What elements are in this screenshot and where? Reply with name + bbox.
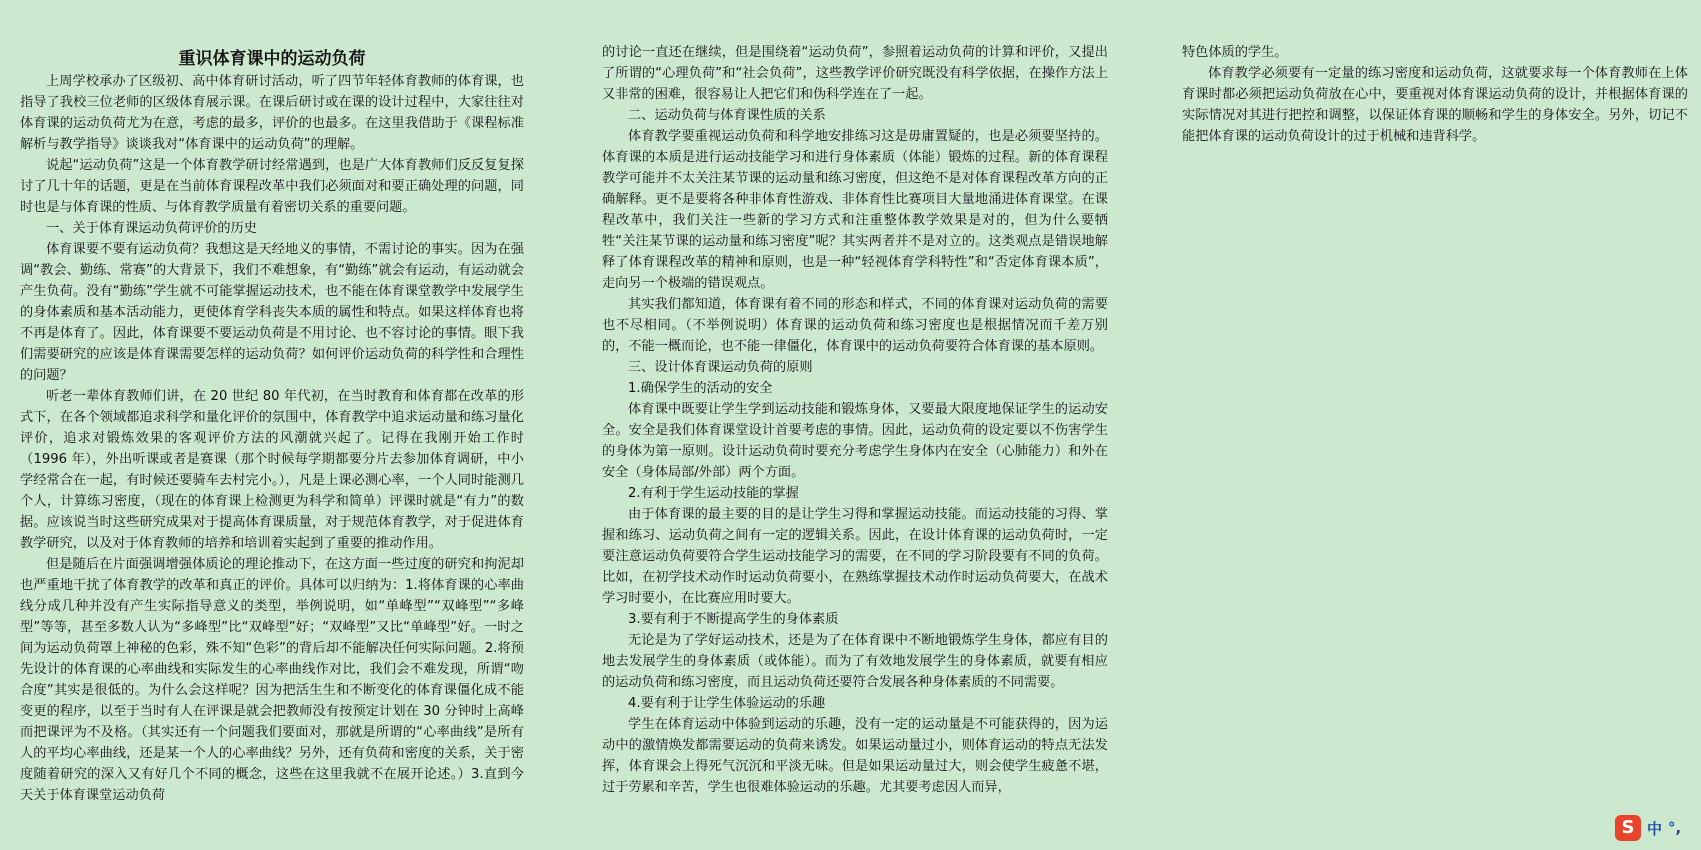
ime-language-mode[interactable]: 中 — [1647, 819, 1663, 838]
paragraph: 的讨论一直还在继续，但是围绕着“运动负荷”，参照着运动负荷的计算和评价，又提出了所谓的“心理负荷”和“社会负荷”，这些教学评价研究既没有科学依据，在操作方法上又非常的困难，很容易让人把它们和伪科学连在了一起。 — [602, 45, 1108, 102]
ime-punctuation-mode[interactable]: °, — [1668, 819, 1682, 837]
paragraph: 由于体育课的最主要的目的是让学生习得和掌握运动技能。而运动技能的习得、掌握和练习、运动负荷之间有一定的逻辑关系。因此，在设计体育课的运动负荷时，一定要注意运动负荷要符合学生运动技能学习的需要，在不同的学习阶段要有不同的负荷。比如，在初学技术动作时运动负荷要小，在熟练掌握技术动作时运动负荷要大，在战术学习时要小，在比赛应用时要大。 — [602, 507, 1108, 606]
article-column-1 — [20, 48, 524, 806]
paragraph: 3.要有利于不断提高学生的身体素质 — [628, 612, 839, 627]
article-column-2 — [602, 42, 1108, 798]
paragraph: 体育教学必须要有一定量的练习密度和运动负荷，这就要求每一个体育教师在上体育课时都必须把运动负荷放在心中，要重视对体育课运动负荷的设计，并根据体育课的实际情况对其进行把控和调整，以保证体育课的顺畅和学生的身体安全。另外，切记不能把体育课的运动负荷设计的过于机械和违背科学。 — [1182, 66, 1688, 144]
paragraph: 2.有利于学生运动技能的掌握 — [628, 486, 799, 501]
paragraph: 但是随后在片面强调增强体质论的理论推动下，在这方面一些过度的研究和拘泥却也严重地干扰了体育教学的改革和真正的评价。具体可以归纳为：1.将体育课的心率曲线分成几种并没有产生实际指导意义的类型，举例说明，如“单峰型”“双峰型”“多峰型”等等，甚至多数人认为“多峰型”比“双峰型”好；“双峰型”又比“单峰型”好。一时之间为运动负荷罩上神秘的色彩，殊不知“色彩”的背后却不能解决任何实际问题。2.将预先设计的体育课的心率曲线和实际发生的心率曲线作对比，我们会不难发现，所谓“吻合度”其实是很低的。为什么会这样呢？因为把活生生和不断变化的体育课僵化成不能变更的程序，以至于当时有人在评课是就会把教师没有按预定计划在 30 分钟时上高峰而把课评为不及格。（其实还有一个问题我们要面对，那就是所谓的“心率曲线”是所有人的平均心率曲线，还是某一个人的心率曲线？另外，还有负荷和密度的关系，关于密度随着研究的深入又有好几个不同的概念，这些在这里我就不在展开论述。）3.直到今天关于体育课堂运动负荷 — [20, 557, 524, 803]
paragraph: 学生在体育运动中体验到运动的乐趣，没有一定的运动量是不可能获得的，因为运动中的激情焕发都需要运动的负荷来诱发。如果运动量过小，则体育运动的特点无法发挥，体育课会上得死气沉沉和平淡无味。但是如果运动量过大，则会使学生疲惫不堪，过于劳累和辛苦，学生也很难体验运动的乐趣。尤其要考虑因人而异， — [602, 717, 1108, 795]
paragraph: 体育课要不要有运动负荷？我想这是天经地义的事情，不需讨论的事实。因为在强调“教会、勤练、常赛”的大背景下，我们不难想象，有“勤练”就会有运动，有运动就会产生负荷。没有“勤练”学生就不可能掌握运动技术，也不能在体育课堂教学中发展学生的身体素质和基本活动能力，更使体育学科丧失本质的属性和特点。如果这样体育也将不再是体育了。因此，体育课要不要运动负荷是不用讨论、也不容讨论的事情。眼下我们需要研究的应该是体育课需要怎样的运动负荷？如何评价运动负荷的科学性和合理性的问题？ — [20, 242, 524, 383]
paragraph: 上周学校承办了区级初、高中体育研讨活动，听了四节年轻体育教师的体育课，也指导了我校三位老师的区级体育展示课。在课后研讨或在课的设计过程中，大家往往对体育课的运动负荷尤为在意，考虑的最多，评价的也最多。在这里我借助于《课程标准解析与教学指导》谈谈我对“体育课中的运动负荷”的理解。 — [20, 74, 524, 152]
paragraph: 听老一辈体育教师们讲，在 20 世纪 80 年代初，在当时教育和体育都在改革的形式下，在各个领域都追求科学和量化评价的氛围中，体育教学中追求运动量和练习量化评价，追求对锻炼效果的客观评价方法的风潮就兴起了。记得在我刚开始工作时（1996 年），外出听课或者是赛课（那个时候每学期都要分片去参加体育调研，中小学经常合在一起，有时候还要骑车去村完小。），凡是上课必测心率，一个人同时能测几个人，计算练习密度，（现在的体育课上检测更为科学和简单）评课时就是“有力”的数据。应该说当时这些研究成果对于提高体育课质量，对于规范体育教学，对于促进体育教学研究，以及对于体育教师的培养和培训着实起到了重要的推动作用。 — [20, 389, 524, 551]
article-title: 重识体育课中的运动负荷 — [178, 49, 366, 69]
paragraph: 无论是为了学好运动技术，还是为了在体育课中不断地锻炼学生身体，都应有目的地去发展学生的身体素质（或体能）。而为了有效地发展学生的身体素质，就要有相应的运动负荷和练习密度，而且运动负荷还要符合发展各种身体素质的不同需要。 — [602, 633, 1108, 690]
paragraph: 体育教学要重视运动负荷和科学地安排练习这是毋庸置疑的，也是必须要坚持的。体育课的本质是进行运动技能学习和进行身体素质（体能）锻炼的过程。新的体育课程教学可能并不太关注某节课的运动量和练习密度，但这绝不是对体育课程改革方向的正确解释。更不是要将各种非体育性游戏、非体育性比赛项目大量地涌进体育课堂。在课程改革中，我们关注一些新的学习方式和注重整体教学效果是对的，但为什么要牺牲“关注某节课的运动量和练习密度”呢？其实两者并不是对立的。这类观点是错误地解释了体育课程改革的精神和原则，也是一种“轻视体育学科特性”和“否定体育课本质”，走向另一个极端的错误观点。 — [602, 129, 1108, 291]
paragraph: 二、运动负荷与体育课性质的关系 — [628, 108, 826, 123]
article-column-3 — [1182, 42, 1688, 147]
paragraph: 三、设计体育课运动负荷的原则 — [628, 360, 813, 375]
paragraph: 说起“运动负荷”这是一个体育教学研讨经常遇到，也是广大体育教师们反反复复探讨了几十年的话题，更是在当前体育课程改革中我们必须面对和要正确处理的问题，同时也是与体育课的性质、与体育教学质量有着密切关系的重要问题。 — [20, 158, 524, 215]
paragraph: 其实我们都知道，体育课有着不同的形态和样式，不同的体育课对运动负荷的需要也不尽相同。（不举例说明）体育课的运动负荷和练习密度也是根据情况而千差万别的，不能一概而论，也不能一律僵化，体育课中的运动负荷要符合体育课的基本原则。 — [602, 297, 1108, 354]
paragraph: 特色体质的学生。 — [1182, 45, 1288, 60]
section-heading: 一、关于体育课运动负荷评价的历史 — [46, 221, 257, 236]
paragraph: 4.要有利于让学生体验运动的乐趣 — [628, 696, 826, 711]
paragraph: 1.确保学生的活动的安全 — [628, 381, 773, 396]
ime-toolbar[interactable] — [1615, 814, 1681, 842]
paragraph: 体育课中既要让学生学到运动技能和锻炼身体，又要最大限度地保证学生的运动安全。安全是我们体育课堂设计首要考虑的事情。因此，运动负荷的设定要以不伤害学生的身体为第一原则。设计运动负荷时要充分考虑学生身体内在安全（心肺能力）和外在安全（身体局部/外部）两个方面。 — [602, 402, 1108, 480]
sogou-ime-logo-icon[interactable]: S — [1615, 815, 1641, 841]
